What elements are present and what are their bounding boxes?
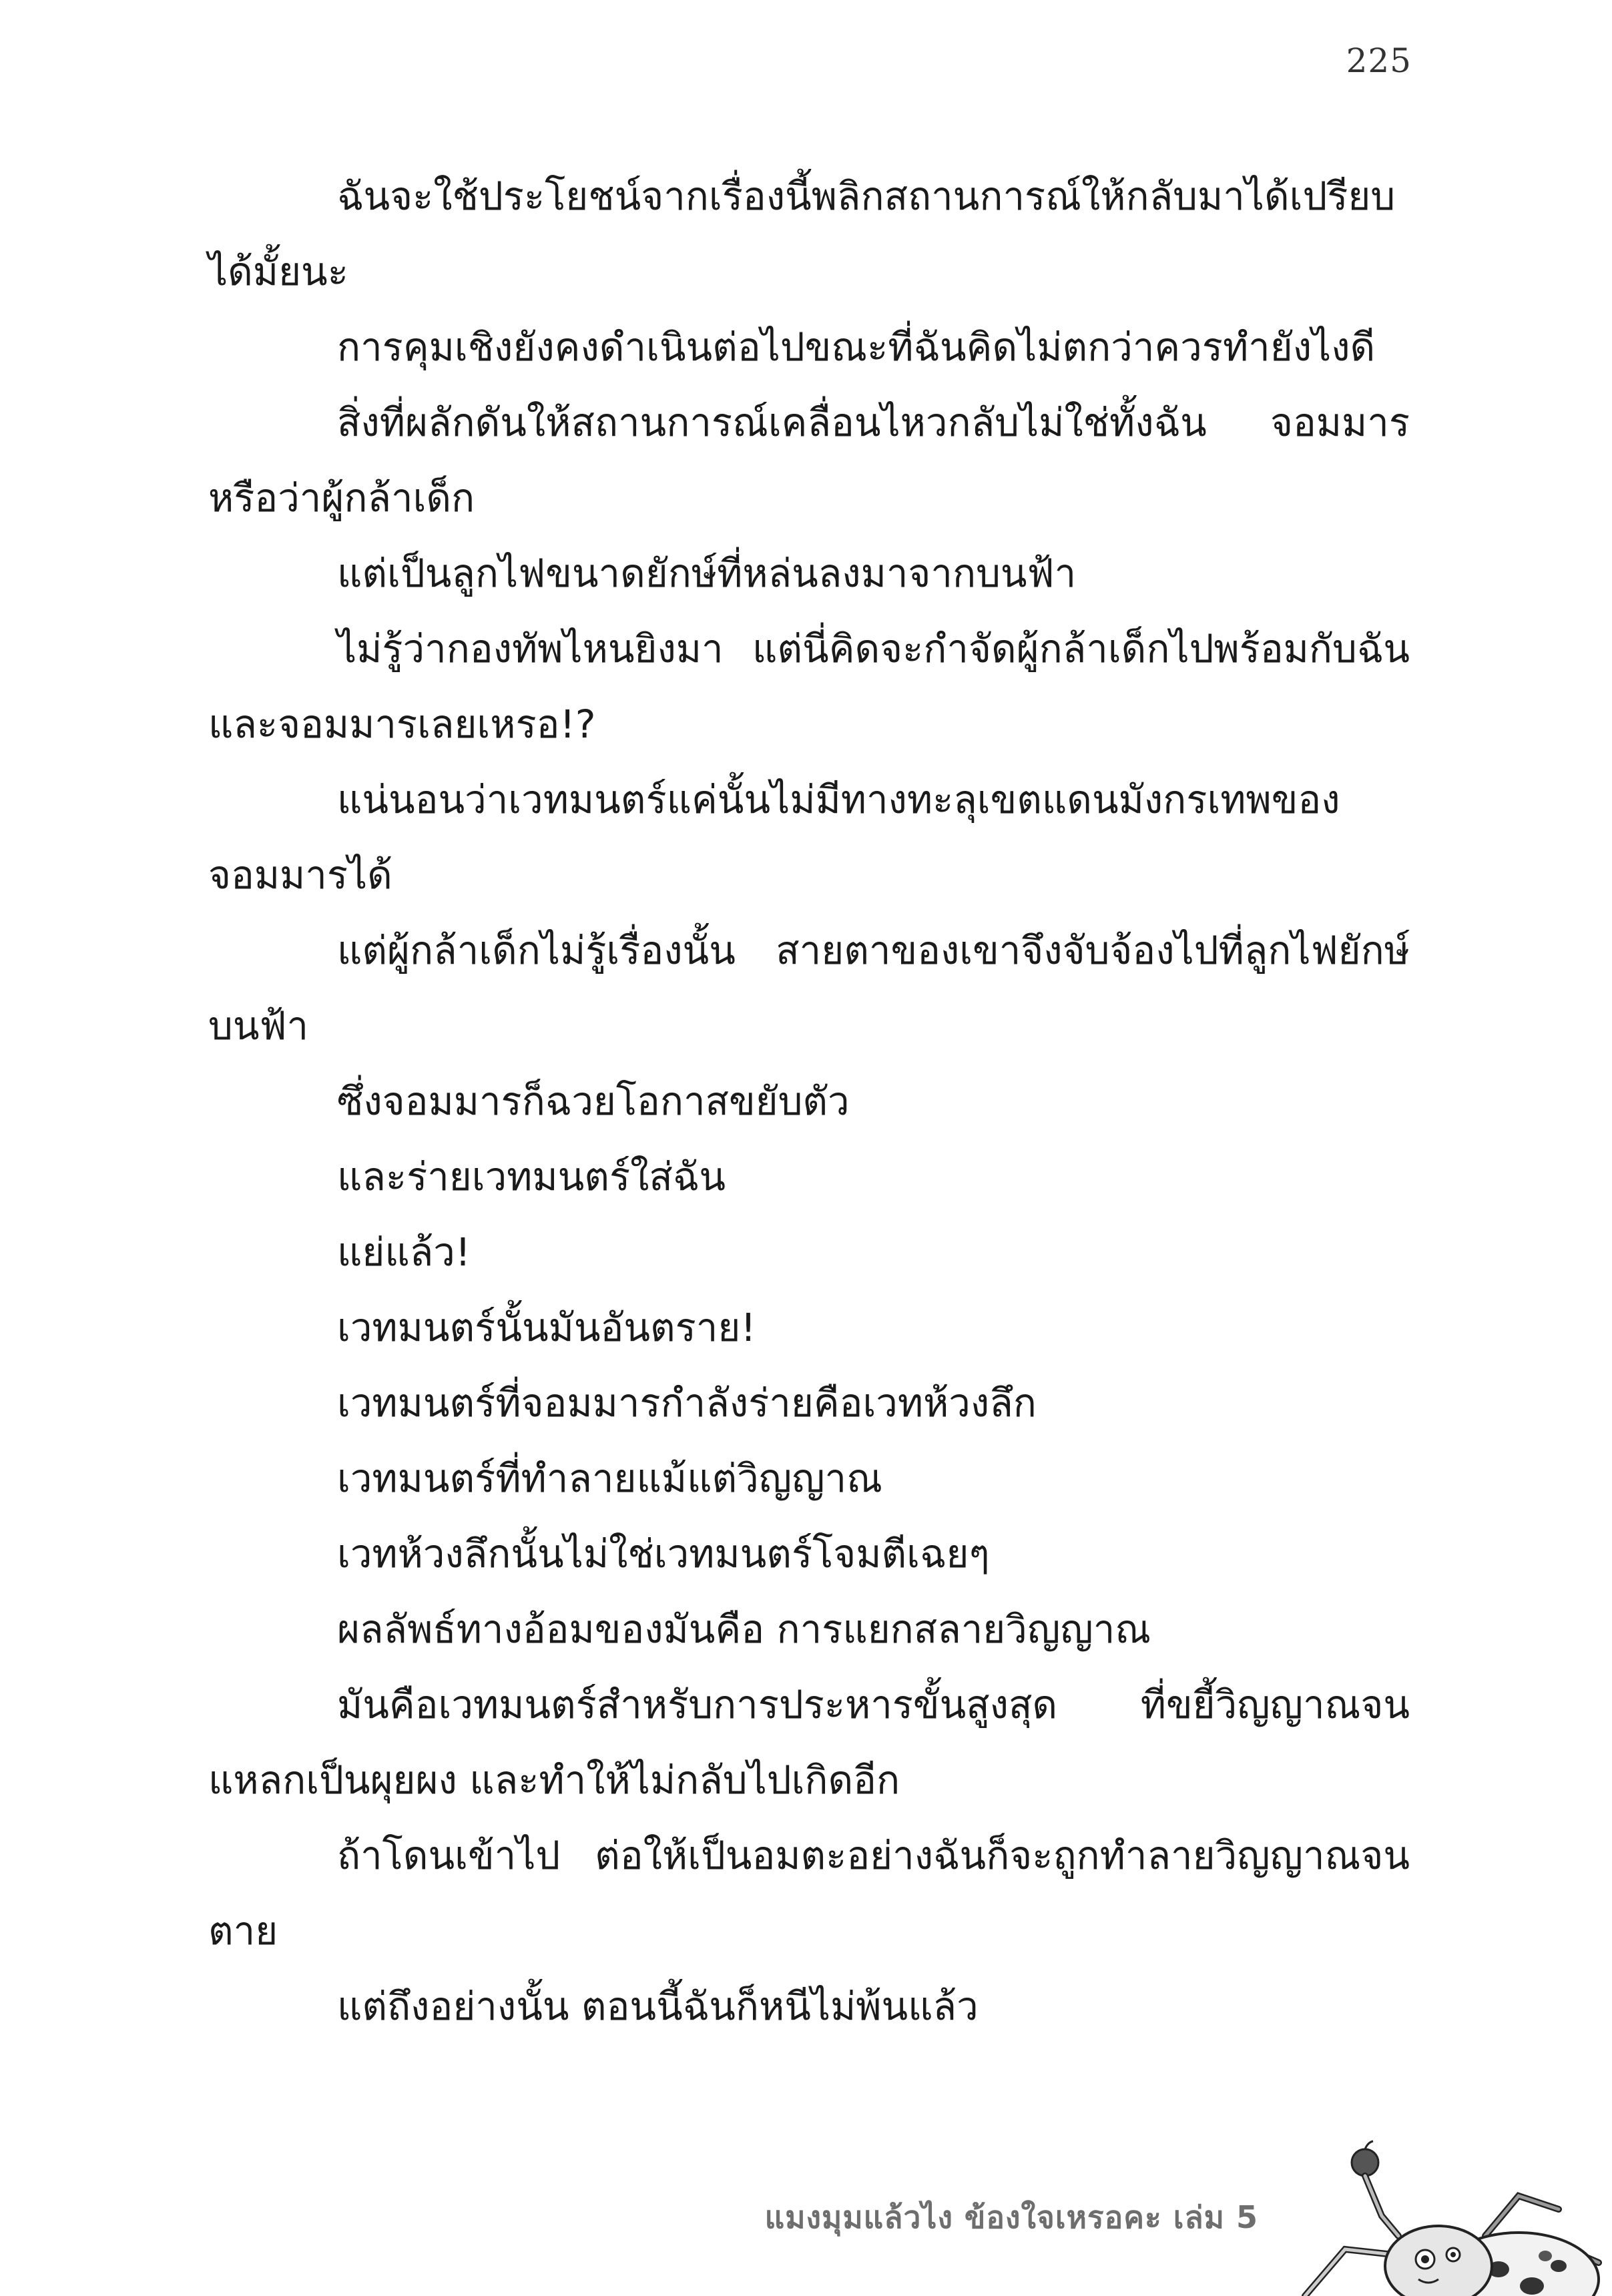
paragraph-1: ฉันจะใช้ประโยชน์จากเรื่องนี้พลิกสถานการณ์ให้กลับมาได้เปรียบได้มั้ยนะ — [208, 174, 1396, 294]
paragraph-11: เวทมนตร์นั้นมันอันตราย! — [337, 1305, 756, 1350]
page-number: 225 — [1346, 41, 1412, 80]
paragraph-17: ถ้าโดนเข้าไป ต่อให้เป็นอมตะอย่างฉันก็จะถูกทำลายวิญญาณจนตาย — [208, 1833, 1410, 1954]
paragraph-8: ซึ่งจอมมารก็ฉวยโอกาสขยับตัว — [337, 1079, 850, 1124]
paragraph-4: แต่เป็นลูกไฟขนาดยักษ์ที่หล่นลงมาจากบนฟ้า — [337, 551, 1077, 596]
paragraph-15: ผลลัพธ์ทางอ้อมของมันคือ การแยกสลายวิญญาณ — [337, 1607, 1151, 1652]
paragraph-5: ไม่รู้ว่ากองทัพไหนยิงมา แต่นี่คิดจะกำจัดผู้กล้าเด็กไปพร้อมกับฉันและจอมมารเลยเหรอ!? — [208, 626, 1410, 747]
paragraph-12: เวทมนตร์ที่จอมมารกำลังร่ายคือเวทห้วงลึก — [337, 1380, 1037, 1426]
paragraph-3: สิ่งที่ผลักดันให้สถานการณ์เคลื่อนไหวกลับไม่ใช่ทั้งฉัน จอมมาร หรือว่าผู้กล้าเด็ก — [208, 400, 1410, 521]
paragraph-2: การคุมเชิงยังคงดำเนินต่อไปขณะที่ฉันคิดไม่ตกว่าควรทำยังไงดี — [337, 324, 1376, 370]
paragraph-18: แต่ถึงอย่างนั้น ตอนนี้ฉันก็หนีไม่พ้นแล้ว — [337, 1984, 979, 2029]
paragraph-7: แต่ผู้กล้าเด็กไม่รู้เรื่องนั้น สายตาของเขาจึงจับจ้องไปที่ลูกไฟยักษ์บนฟ้า — [208, 928, 1410, 1049]
paragraph-10: แย่แล้ว! — [337, 1229, 471, 1275]
paragraph-16: มันคือเวทมนตร์สำหรับการประหารขั้นสูงสุด ที่ขยี้วิญญาณจนแหลกเป็นผุยผง และทำให้ไม่กลับไปเกิดอีก — [208, 1682, 1410, 1803]
paragraph-13: เวทมนตร์ที่ทำลายแม้แต่วิญญาณ — [337, 1456, 882, 1501]
paragraph-6: แน่นอนว่าเวทมนตร์แค่นั้นไม่มีทางทะลุเขตแดนมังกรเทพของจอมมารได้ — [208, 777, 1340, 898]
page-footer — [0, 2149, 1612, 2296]
book-title: แมงมุมแล้วไง ข้องใจเหรอคะ เล่ม 5 — [764, 2199, 1258, 2235]
spider-mascot-icon — [1265, 2136, 1612, 2296]
paragraph-9: และร่ายเวทมนตร์ใส่ฉัน — [337, 1154, 726, 1199]
body-text — [208, 159, 1410, 2044]
paragraph-14: เวทห้วงลึกนั้นไม่ใช่เวทมนตร์โจมตีเฉยๆ — [337, 1531, 990, 1576]
